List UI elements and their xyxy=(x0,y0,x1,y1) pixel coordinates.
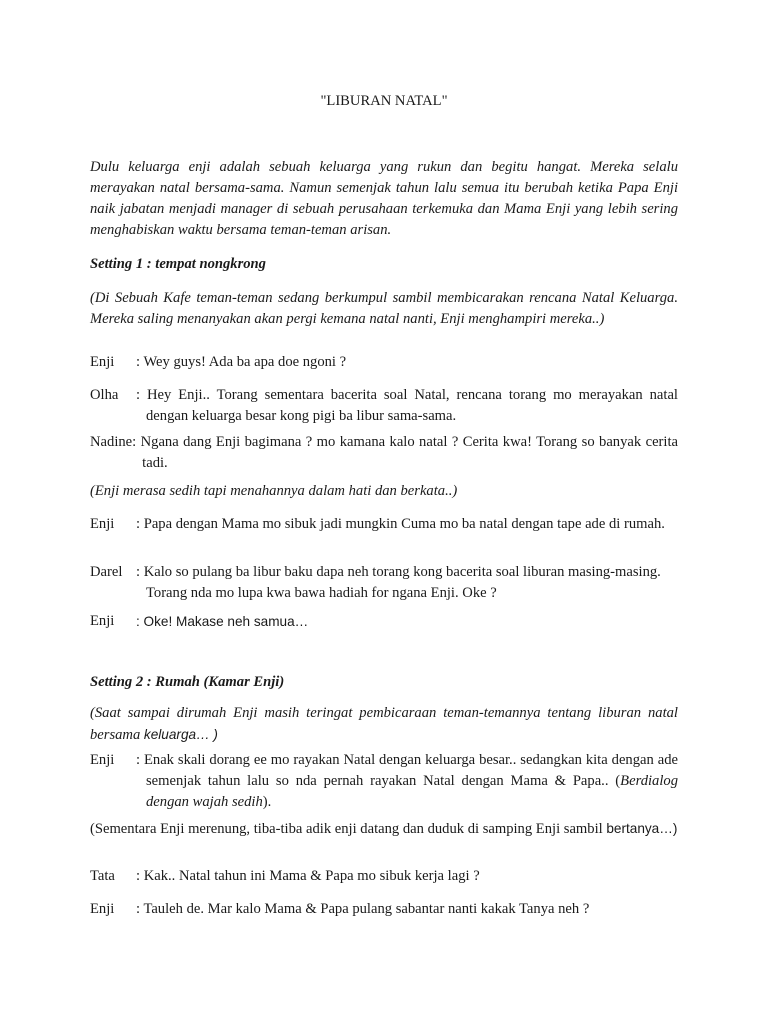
speaker-name: Olha xyxy=(90,387,119,403)
dialogue-aside: Berdialog dengan wajah sedih xyxy=(146,773,678,810)
speaker-name: Enji xyxy=(90,354,115,370)
dialogue-line xyxy=(90,611,678,632)
dialogue-line xyxy=(90,352,678,373)
speaker-name: Enji xyxy=(90,516,115,532)
speaker-name: Tata xyxy=(90,868,115,884)
setting-2-heading: Setting 2 : Rumah (Kamar Enji) xyxy=(90,674,285,690)
speaker-name: Darel xyxy=(90,564,123,580)
stage-direction-text-end: bertanya…) xyxy=(606,821,678,836)
stage-direction-text: (Saat sampai dirumah Enji masih teringat pembicaraan teman-temannya tentang liburan natal bersama xyxy=(90,705,678,743)
dialogue-line xyxy=(90,750,678,813)
speaker-name: Enji xyxy=(90,613,115,629)
setting-2-stage-direction xyxy=(90,703,678,746)
dialogue-text: : Tauleh de. Mar kalo Mama & Papa pulang sabantar nanti kakak Tanya neh ? xyxy=(136,901,590,917)
dialogue-line xyxy=(90,432,678,474)
setting-1-stage-direction-2: (Enji merasa sedih tapi menahannya dalam hati dan berkata..) xyxy=(90,483,458,499)
dialogue-text-end: ). xyxy=(262,794,272,810)
intro-paragraph: Dulu keluarga enji adalah sebuah keluarga yang rukun dan begitu hangat. Mereka selalu merayakan natal bersama-sama. Namun semenjak tahun lalu semua itu berubah ketika Papa Enji naik jabatan menjadi manager di sebuah perusahaan terkemuka dan Mama Enji yang lebih sering menghabiskan waktu bersama teman-teman arisan. xyxy=(90,159,678,238)
dialogue-text: : Oke! Makase neh samua… xyxy=(136,614,309,629)
setting-2-stage-direction-2 xyxy=(90,818,678,840)
dialogue-line xyxy=(90,514,678,535)
dialogue-text: : Papa dengan Mama mo sibuk jadi mungkin Cuma mo ba natal dengan tape ade di rumah. xyxy=(136,516,665,532)
setting-1-heading: Setting 1 : tempat nongkrong xyxy=(90,256,266,272)
setting-1-stage-direction: (Di Sebuah Kafe teman-teman sedang berkumpul sambil membicarakan rencana Natal Keluarga. Mereka saling menanyakan akan pergi kemana natal nanti, Enji menghampiri mereka..) xyxy=(90,290,678,327)
dialogue-line xyxy=(90,562,678,604)
stage-direction-text: (Sementara Enji merenung, tiba-tiba adik enji datang dan duduk di samping Enji sambil xyxy=(90,821,607,837)
dialogue-line xyxy=(90,866,678,887)
speaker-name: Enji xyxy=(90,901,115,917)
dialogue-text: : Wey guys! Ada ba apa doe ngoni ? xyxy=(136,354,347,370)
dialogue-text-main: : Enak skali dorang ee mo rayakan Natal dengan keluarga besar.. sedangkan kita dengan ade semenjak tahun lalu so nda pernah rayakan Natal dengan Mama & Papa.. ( xyxy=(136,752,678,789)
dialogue-text xyxy=(136,750,678,813)
stage-direction-text-end: keluarga… ) xyxy=(143,727,218,742)
dialogue-text: : Kak.. Natal tahun ini Mama & Papa mo sibuk kerja lagi ? xyxy=(136,868,480,884)
dialogue-text: : Hey Enji.. Torang sementara bacerita soal Natal, rencana torang mo merayakan natal dengan keluarga besar kong pigi ba libur sama-sama. xyxy=(136,387,678,424)
speaker-name: Nadine xyxy=(90,434,133,450)
dialogue-line xyxy=(90,899,678,920)
dialogue-text: : Kalo so pulang ba libur baku dapa neh torang kong bacerita soal liburan masing-masing. Torang nda mo lupa kwa bawa hadiah for ngana Enji. Oke ? xyxy=(136,564,661,601)
document-title: "LIBURAN NATAL" xyxy=(320,93,448,109)
speaker-name: Enji xyxy=(90,752,115,768)
dialogue-text: : Ngana dang Enji bagimana ? mo kamana kalo natal ? Cerita kwa! Torang so banyak cerita tadi. xyxy=(132,434,678,471)
dialogue-line xyxy=(90,385,678,427)
